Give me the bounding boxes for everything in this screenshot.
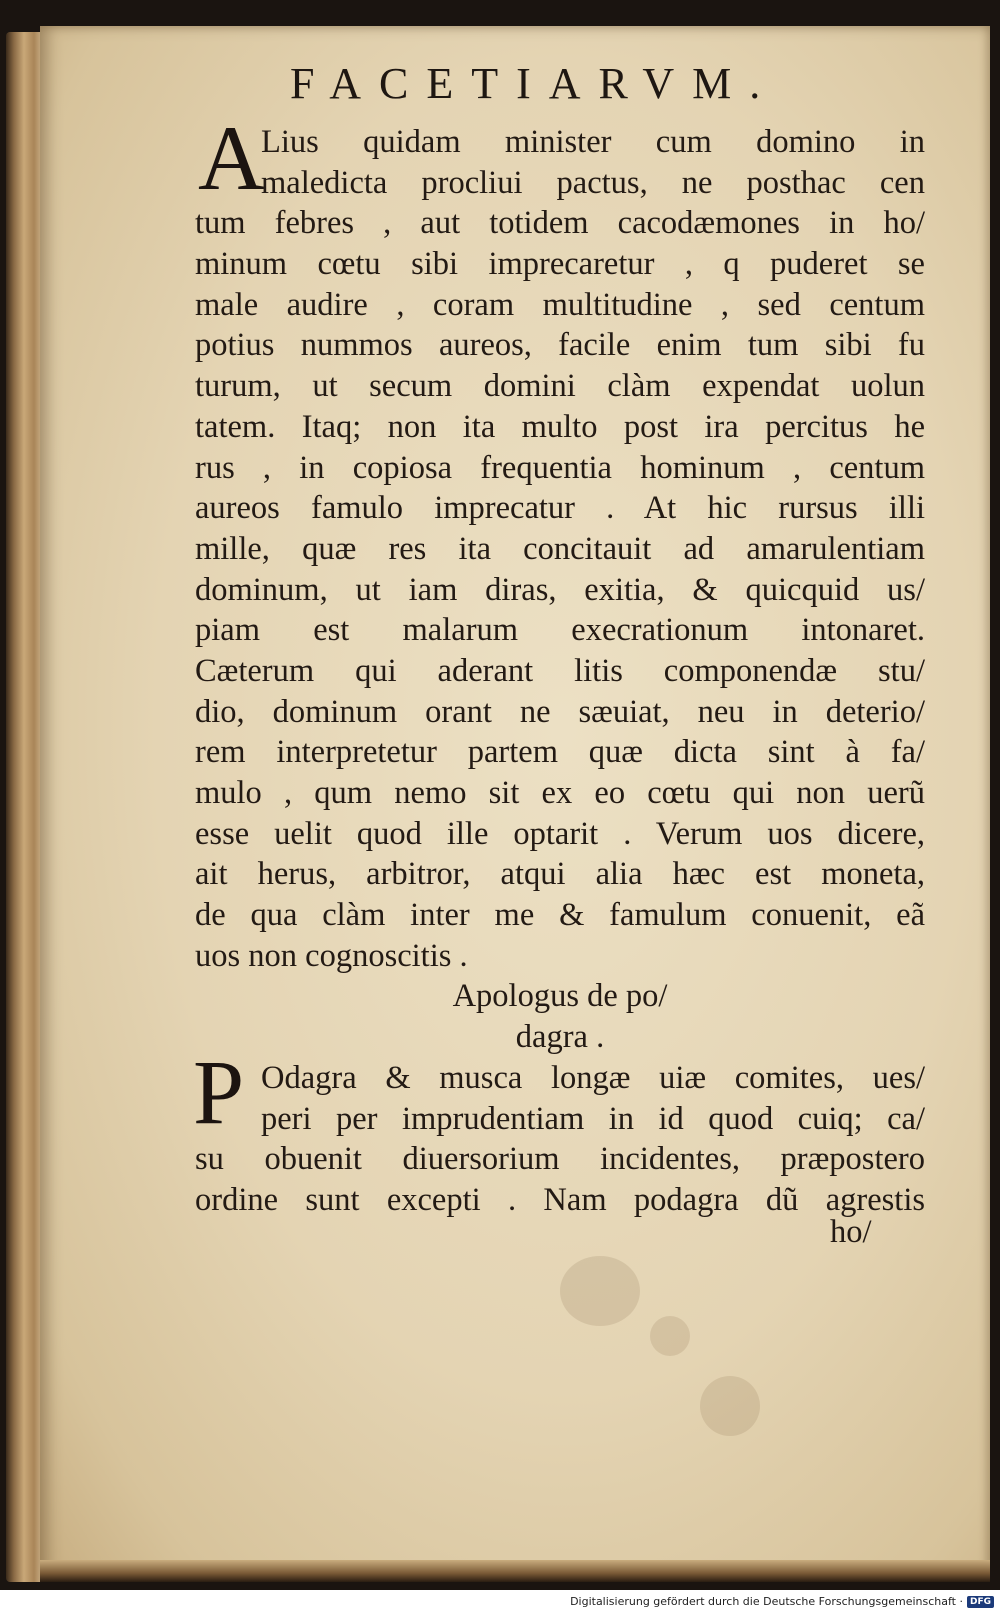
dropcap-a: A bbox=[198, 107, 265, 209]
digitization-credit bbox=[570, 1595, 994, 1608]
dfg-logo: DFG bbox=[967, 1596, 994, 1608]
text-line: potius nummos aureos, facile enim tum sibi fu bbox=[195, 327, 925, 364]
text-line: tatem. Itaq; non ita multo post ira percitus he bbox=[195, 408, 925, 445]
text-line: male audire , coram multitudine , sed centum bbox=[195, 286, 925, 323]
text-line: mille, quæ res ita concitauit ad amarulentiam bbox=[195, 530, 925, 567]
page-text bbox=[195, 122, 925, 1221]
text-line: su obuenit diuersorium incidentes, præpostero bbox=[195, 1141, 925, 1178]
text-line: peri per imprudentiam in id quod cuiq; ca/ bbox=[261, 1100, 925, 1137]
paper-stain bbox=[560, 1256, 640, 1326]
catchword: ho/ bbox=[830, 1214, 872, 1250]
text-line: piam est malarum execrationum intonaret. bbox=[195, 612, 925, 649]
text-line: dio, dominum orant ne sæuiat, neu in deterio/ bbox=[195, 693, 925, 730]
text-line: aureos famulo imprecatur . At hic rursus illi bbox=[195, 490, 925, 527]
text-line: Odagra & musca longæ uiæ comites, ues/ bbox=[261, 1059, 925, 1096]
dropcap-p: P bbox=[193, 1041, 245, 1143]
text-line: Lius quidam minister cum domino in bbox=[261, 124, 925, 160]
text-line: maledicta procliui pactus, ne posthac cen bbox=[261, 164, 925, 201]
text-line: mulo , qum nemo sit ex eo cœtu qui non uerũ bbox=[195, 775, 925, 811]
text-line: tum febres , aut totidem cacodæmones in ho/ bbox=[195, 205, 925, 242]
paper-stain bbox=[700, 1376, 760, 1436]
text-line: uos non cognoscitis . bbox=[195, 937, 468, 974]
text-line: minum cœtu sibi imprecaretur , q puderet se bbox=[195, 246, 925, 283]
text-line: esse uelit quod ille optarit . Verum uos dicere, bbox=[195, 815, 925, 852]
section-heading: Apologus de po/ bbox=[452, 978, 668, 1015]
text-line: rem interpretetur partem quæ dicta sint à fa/ bbox=[195, 734, 925, 771]
text-line: dominum, ut iam diras, exitia, & quicquid us/ bbox=[195, 571, 925, 608]
running-head: FACETIARVM. bbox=[290, 59, 779, 108]
text-line: de qua clàm inter me & famulum conuenit, eã bbox=[195, 897, 925, 934]
paper-stain bbox=[650, 1316, 690, 1356]
text-line: rus , in copiosa frequentia hominum , centum bbox=[195, 449, 925, 486]
text-line: turum, ut secum domini clàm expendat uolun bbox=[195, 368, 925, 405]
text-line: ordine sunt excepti . Nam podagra dũ agrestis bbox=[195, 1181, 925, 1218]
section-heading: dagra . bbox=[515, 1019, 605, 1056]
footer-text: Digitalisierung gefördert durch die Deutsche Forschungsgemeinschaft · bbox=[570, 1595, 963, 1608]
text-line: Cæterum qui aderant litis componendæ stu/ bbox=[195, 652, 925, 689]
page-bottom-edge bbox=[40, 1560, 990, 1582]
text-line: ait herus, arbitror, atqui alia hæc est moneta, bbox=[195, 856, 925, 893]
